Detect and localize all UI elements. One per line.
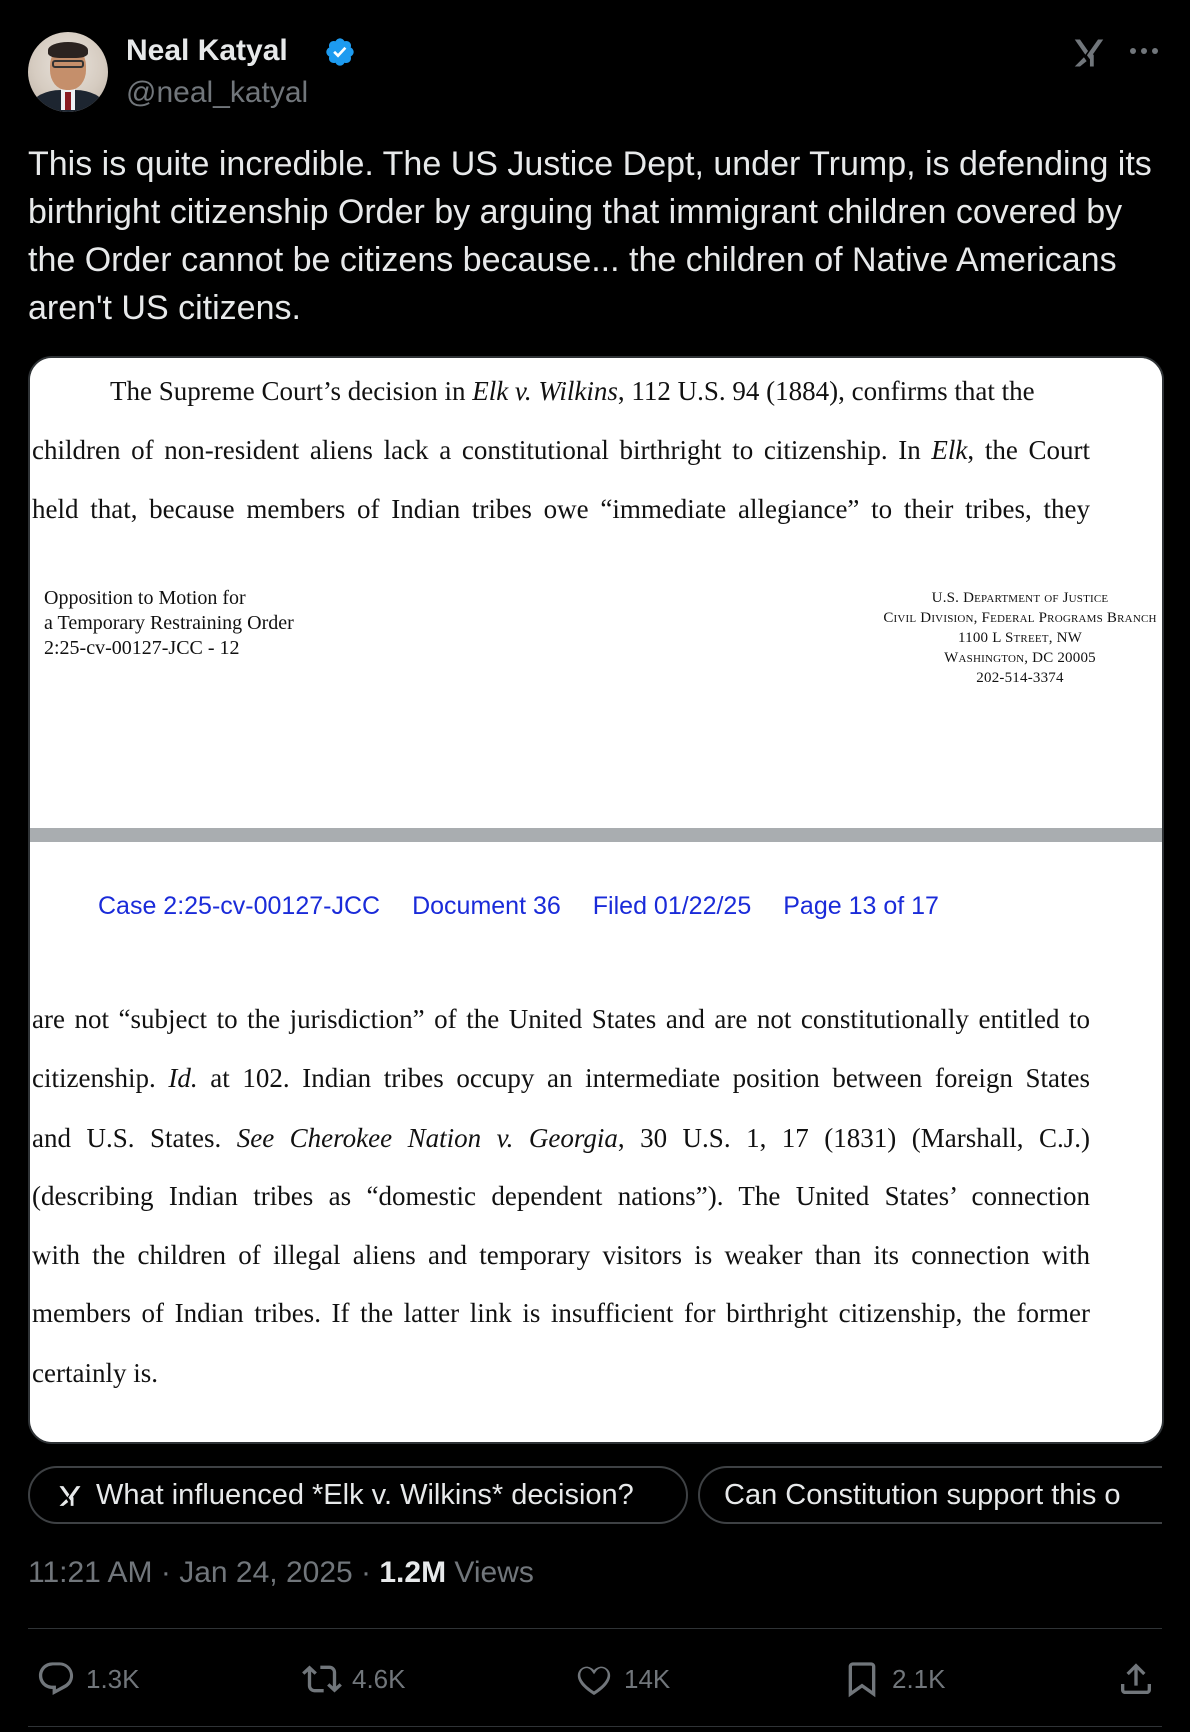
legal-line: certainly is.: [32, 1358, 158, 1388]
bookmark-button[interactable]: 2.1K: [842, 1654, 946, 1704]
tweet-meta: 11:21 AM · Jan 24, 2025 · 1.2M Views: [28, 1556, 534, 1589]
action-bar: [28, 1654, 1162, 1704]
reply-icon: [36, 1659, 76, 1699]
divider: [28, 1628, 1162, 1629]
avatar[interactable]: [28, 32, 108, 112]
grok-suggestions: [28, 1466, 1162, 1528]
grok-chip[interactable]: What influenced *Elk v. Wilkins* decision?: [28, 1466, 688, 1524]
legal-line: children of non-resident aliens lack a constitutional birthright to citizenship. In Elk, the Court: [32, 435, 1090, 465]
author-handle[interactable]: @neal_katyal: [126, 76, 309, 109]
document-page-bottom: [30, 842, 1162, 1442]
divider: [28, 1726, 1162, 1727]
legal-line: (describing Indian tribes as “domestic dependent nations”). The United States’ connection: [32, 1181, 1090, 1211]
tweet-header: [28, 32, 1162, 114]
tweet-text: This is quite incredible. The US Justice Dept, under Trump, is defending its birthright citizenship Order by arguing that immigrant children covered by the Order cannot be citizens because... the children of Native Americans aren't US citizens.: [28, 145, 1152, 327]
more-icon[interactable]: [1126, 36, 1162, 66]
repost-icon: [302, 1659, 342, 1699]
legal-line: held that, because members of Indian tribes owe “immediate allegiance” to their tribes, they: [32, 494, 1090, 524]
legal-line: with the children of illegal aliens and temporary visitors is weaker than its connection with: [32, 1240, 1090, 1270]
legal-line: and U.S. States. See Cherokee Nation v. Georgia, 30 U.S. 1, 17 (1831) (Marshall, C.J.): [32, 1123, 1090, 1153]
footer-left: Opposition to Motion for a Temporary Restraining Order 2:25-cv-00127-JCC - 12: [44, 587, 294, 659]
footer-right: U.S. Department of Justice Civil Division, Federal Programs Branch 1100 L Street, NW Washington, DC 20005 202-514-3374: [883, 590, 1157, 686]
legal-line: citizenship. Id. at 102. Indian tribes occupy an intermediate position between foreign States: [32, 1063, 1090, 1093]
bookmark-icon: [842, 1659, 882, 1699]
tweet-time[interactable]: 11:21 AM: [28, 1556, 153, 1589]
document-page-top: [30, 358, 1162, 824]
share-button[interactable]: [1116, 1654, 1166, 1704]
verified-badge-icon: [324, 36, 356, 68]
reply-button[interactable]: 1.3K: [36, 1654, 140, 1704]
share-icon: [1116, 1659, 1156, 1699]
page-divider: [30, 828, 1162, 842]
author-name[interactable]: Neal Katyal: [126, 34, 288, 67]
document-image[interactable]: [28, 356, 1164, 1444]
grok-icon[interactable]: [1070, 34, 1108, 72]
like-icon: [574, 1659, 614, 1699]
case-header: Case 2:25-cv-00127-JCC Document 36 Filed 01/22/25 Page 13 of 17: [98, 892, 939, 920]
grok-icon: [56, 1482, 84, 1510]
legal-line: members of Indian tribes. If the latter link is insufficient for birthright citizenship, the former: [32, 1298, 1090, 1328]
like-button[interactable]: 14K: [574, 1654, 670, 1704]
repost-button[interactable]: 4.6K: [302, 1654, 406, 1704]
legal-line: are not “subject to the jurisdiction” of the United States and are not constitutionally entitled to: [32, 1004, 1090, 1034]
legal-line: The Supreme Court’s decision in Elk v. Wilkins, 112 U.S. 94 (1884), confirms that the: [110, 376, 1035, 406]
tweet-date[interactable]: Jan 24, 2025: [179, 1556, 353, 1589]
grok-chip[interactable]: Can Constitution support this o: [698, 1466, 1162, 1524]
views-count: 1.2M: [379, 1556, 447, 1589]
